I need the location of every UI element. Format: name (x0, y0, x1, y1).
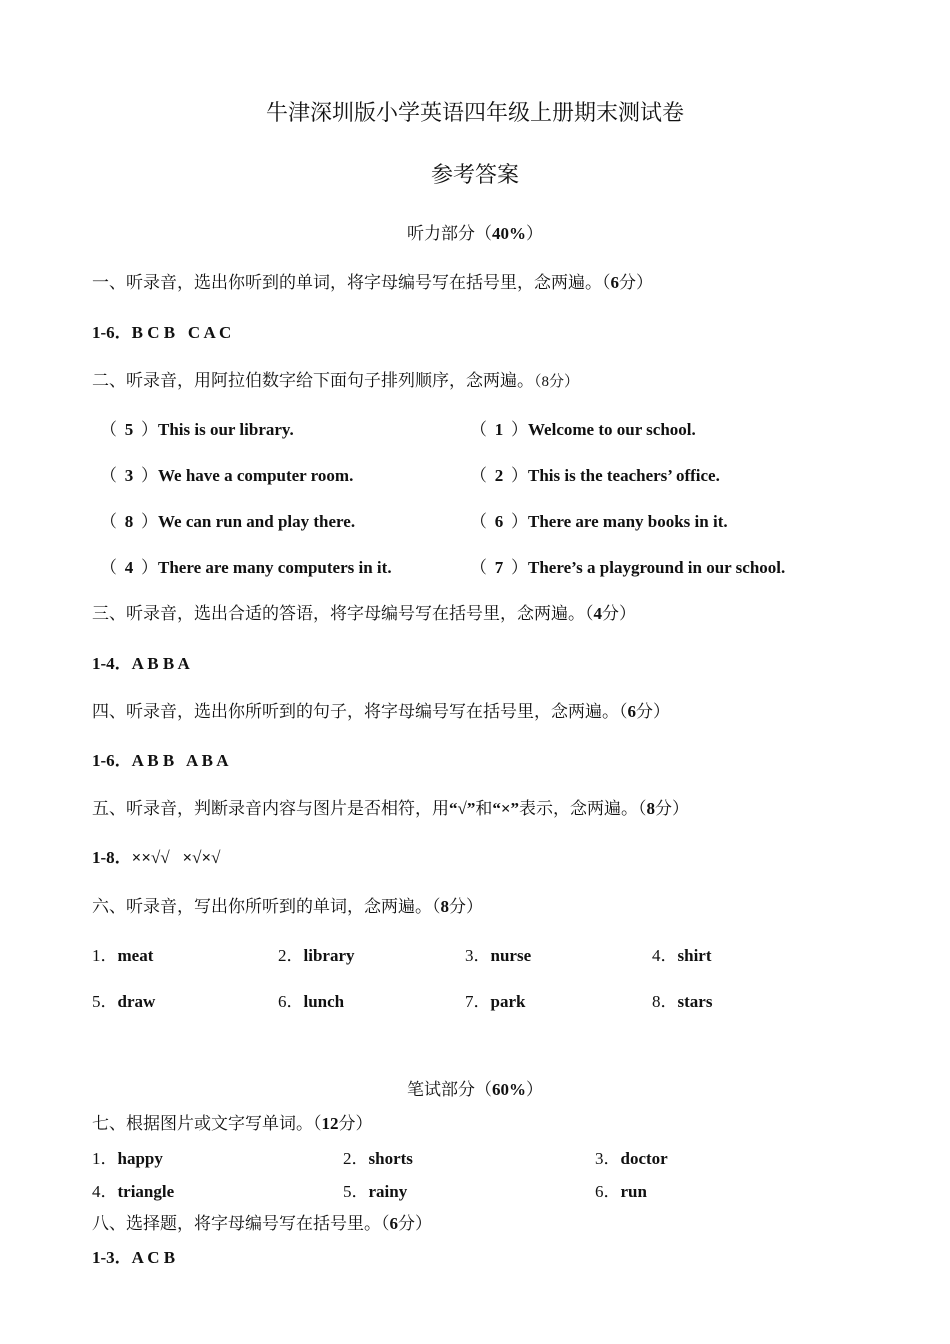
question-4-answer: 1-6．A B B A B A (92, 751, 229, 770)
document-title: 牛津深圳版小学英语四年级上册期末测试卷 (265, 100, 684, 125)
document-subtitle: 参考答案 (430, 162, 519, 187)
word-answer: 2 ． library (278, 941, 355, 966)
word-answer: 8 ． stars (652, 987, 712, 1012)
order-item: （ 6 ）There are many books in it. (470, 512, 728, 531)
question-8-prompt: 八、选择题，将字母编号写在括号里。（6分） (92, 1214, 432, 1233)
word-answer: 4 ． shirt (652, 941, 712, 966)
order-item: （ 8 ）We can run and play there. (100, 512, 356, 531)
question-7-prompt: 七、根据图片或文字写单词。（12分） (92, 1114, 373, 1133)
question-3-answer: 1-4．A B B A (92, 654, 190, 673)
order-item: （ 3 ）We have a computer room. (100, 466, 354, 485)
order-item: （ 1 ）Welcome to our school. (470, 420, 696, 439)
word-answer: 6 ． run (595, 1177, 647, 1202)
written-heading: 笔试部分（60%） (407, 1080, 543, 1099)
question-5-answer: 1-8．××√√ ×√×√ (92, 848, 221, 867)
question-2-prompt: 二、听录音，用阿拉伯数字给下面句子排列顺序，念两遍。（8分） (92, 371, 580, 390)
listening-heading: 听力部分（40%） (407, 224, 543, 243)
word-answer: 6 ． lunch (278, 987, 344, 1012)
word-answer: 5 ． draw (92, 987, 155, 1012)
question-1-prompt: 一、听录音，选出你听到的单词，将字母编号写在括号里，念两遍。（6分） (92, 273, 653, 292)
word-answer: 1 ． happy (92, 1144, 163, 1169)
word-answer: 5 ． rainy (343, 1177, 407, 1202)
word-answer: 3 ． nurse (465, 941, 531, 966)
word-answer: 2 ． shorts (343, 1144, 413, 1169)
question-1-answer: 1-6．B C B C A C (92, 323, 232, 342)
word-answer: 1 ． meat (92, 941, 153, 966)
word-answer: 7 ． park (465, 987, 525, 1012)
order-item: （ 5 ）This is our library. (100, 420, 294, 439)
word-answer: 3 ． doctor (595, 1144, 668, 1169)
order-item: （ 4 ）There are many computers in it. (100, 558, 392, 577)
question-3-prompt: 三、听录音，选出合适的答语，将字母编号写在括号里，念两遍。（4分） (92, 604, 636, 623)
order-item: （ 2 ）This is the teachers’ office. (470, 466, 720, 485)
word-answer: 4 ． triangle (92, 1177, 174, 1202)
question-8-answer: 1-3．A C B (92, 1248, 176, 1267)
order-item: （ 7 ）There’s a playground in our school. (470, 558, 786, 577)
question-4-prompt: 四、听录音，选出你所听到的句子，将字母编号写在括号里，念两遍。（6分） (92, 702, 670, 721)
question-6-prompt: 六、听录音，写出你所听到的单词，念两遍。（8分） (92, 897, 483, 916)
question-5-prompt: 五、听录音，判断录音内容与图片是否相符，用“√”和“×”表示，念两遍。（8分） (92, 799, 690, 818)
